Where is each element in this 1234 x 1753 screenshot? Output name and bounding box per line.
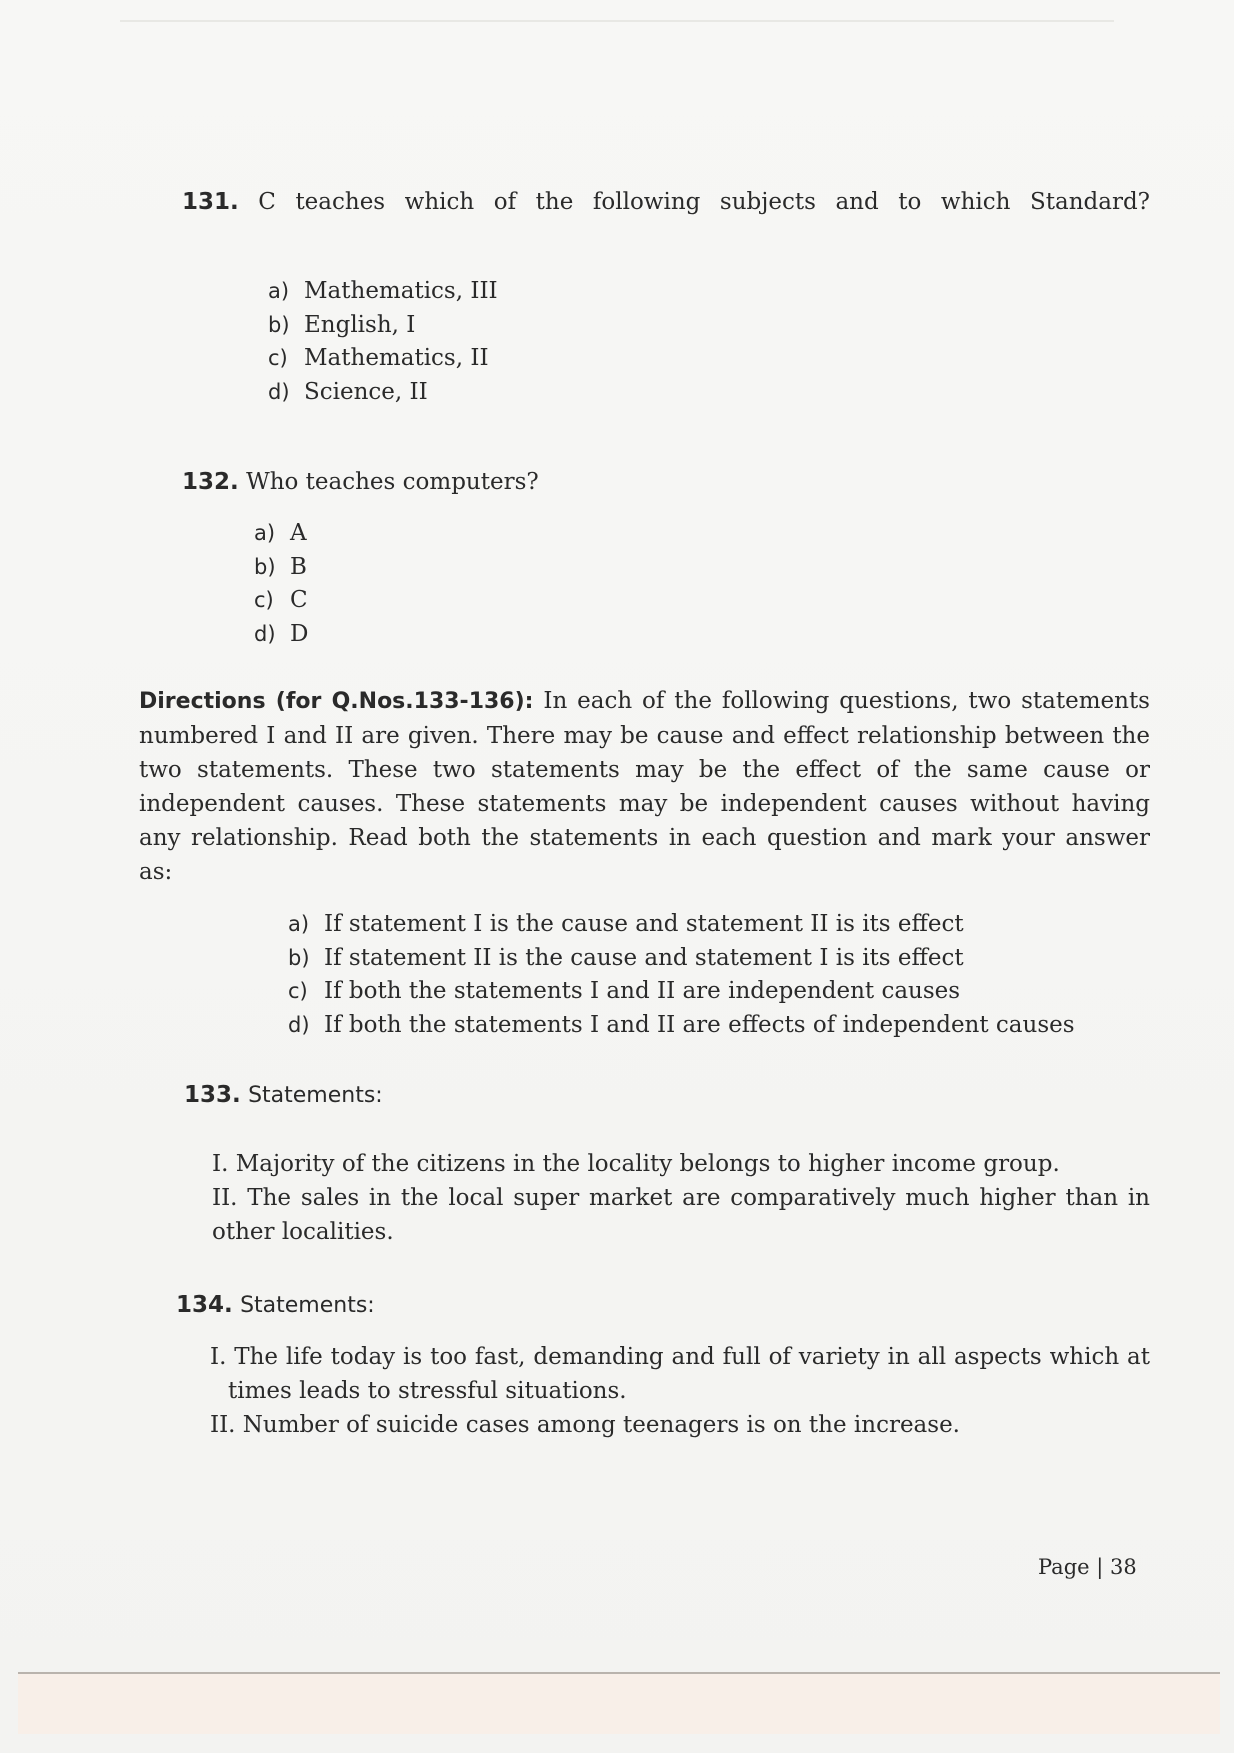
question-132-options [254,517,308,651]
answer-key-c: c) If both the statements I and II are independent causes [288,978,961,1004]
statement-1: I. Majority of the citizens in the locality belongs to higher income group. [212,1151,1060,1177]
statement-2: II. The sales in the local super market are comparatively much higher than in other localities. [212,1185,1150,1245]
answer-key-d: d) If both the statements I and II are effects of independent causes [288,1011,1075,1038]
option-c[interactable]: c) C [254,587,308,613]
option-c[interactable]: c) Mathematics, II [268,345,489,371]
directions-text: In each of the following questions, two statements numbered I and II are given. There may be cause and effect relationship between the two statements. These two statements may be the effect of the same cause or independent causes. These statements may be independent causes without having any relationship. Read both the statements in each question and mark your answer as: [139,688,1150,885]
option-d[interactable]: d) Science, II [268,378,428,405]
option-b[interactable]: b) English, I [268,311,416,338]
statement-2: II. Number of suicide cases among teenagers is on the increase. [210,1412,960,1438]
question-134-statements [210,1340,1150,1442]
bottom-band [18,1672,1220,1734]
question-133 [184,1078,383,1113]
question-number: 133. [184,1082,241,1108]
directions-block [139,684,1150,889]
statement-1: I. The life today is too fast, demanding and full of variety in all aspects which at times leads to stressful situations. [210,1344,1150,1404]
option-d[interactable]: d) D [254,620,309,647]
top-rule [120,20,1114,22]
question-number: 134. [176,1292,233,1318]
question-131 [182,185,1150,219]
option-a[interactable]: a) Mathematics, III [268,278,498,304]
directions-heading: Directions (for Q.Nos.133-136): [139,689,534,714]
question-132 [182,465,539,499]
question-number: 132. [182,469,239,495]
answer-key-b: b) If statement II is the cause and statement I is its effect [288,944,964,971]
question-131-options [268,275,498,409]
statements-heading: Statements: [248,1083,383,1108]
page-number: Page | 38 [1038,1555,1137,1579]
statements-heading: Statements: [240,1293,375,1318]
question-text: Who teaches computers? [246,469,539,495]
directions-options [288,908,1075,1042]
question-text: C teaches which of the following subjects and to which Standard? [258,189,1150,215]
question-number: 131. [182,189,239,215]
option-a[interactable]: a) A [254,520,307,546]
question-134 [176,1288,375,1323]
option-b[interactable]: b) B [254,553,307,580]
answer-key-a: a) If statement I is the cause and statement II is its effect [288,911,964,937]
question-133-statements [212,1147,1150,1249]
